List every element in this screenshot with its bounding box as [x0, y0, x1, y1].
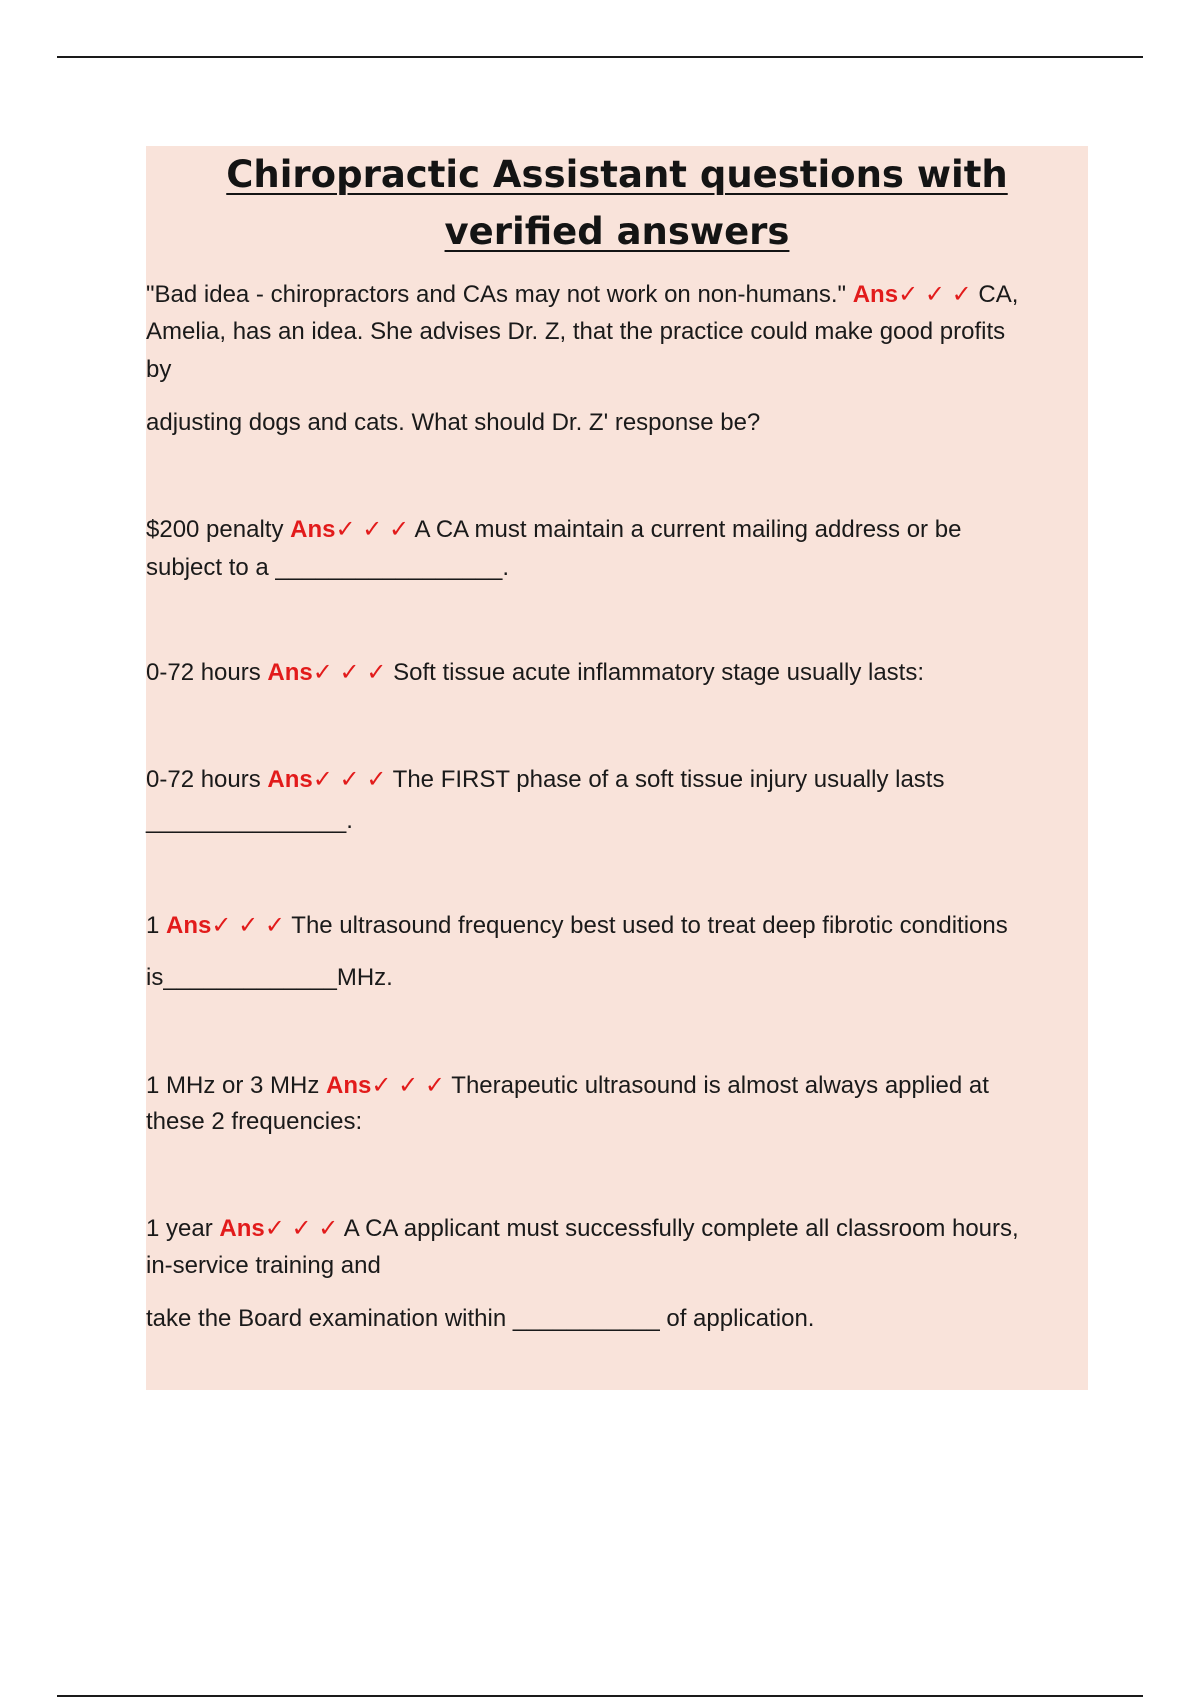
qa-item-1-line-3: by	[146, 356, 172, 383]
answer-text: 0-72 hours	[146, 766, 261, 793]
qa-item-7-line-2: in-service training and	[146, 1252, 381, 1279]
answer-text: "Bad idea - chiropractors and CAs may not work on non-humans."	[146, 281, 847, 308]
answer-text: 1	[146, 912, 160, 939]
qa-item-7-line-3: take the Board examination within ___________ of application.	[146, 1305, 815, 1332]
checkmark-icon: ✓ ✓ ✓	[335, 516, 410, 543]
qa-item-1-line-1	[146, 280, 1018, 310]
checkmark-icon: ✓ ✓ ✓	[312, 659, 387, 686]
qa-item-2-line-1	[146, 515, 961, 545]
ans-label: Ans	[852, 281, 899, 308]
answer-text: 1 year	[146, 1215, 213, 1242]
document-title: Chiropractic Assistant questions with verified answers	[226, 153, 1008, 253]
qa-item-5-line-1	[146, 911, 1008, 941]
question-text: Soft tissue acute inflammatory stage usually lasts:	[393, 659, 925, 686]
checkmark-icon: ✓ ✓ ✓	[898, 281, 972, 308]
qa-item-1-line-2: Amelia, has an idea. She advises Dr. Z, that the practice could make good profits	[146, 318, 1006, 345]
checkmark-icon: ✓ ✓ ✓	[312, 766, 387, 793]
qa-item-6-line-1	[146, 1071, 989, 1101]
question-text: Therapeutic ultrasound is almost always applied at	[451, 1072, 989, 1099]
ans-label: Ans	[219, 1215, 265, 1242]
ans-label: Ans	[290, 516, 336, 543]
footer-rule	[57, 1695, 1143, 1697]
checkmark-icon: ✓ ✓ ✓	[211, 912, 286, 939]
qa-item-3-line-1	[146, 658, 924, 688]
ans-label: Ans	[166, 912, 212, 939]
question-text: The FIRST phase of a soft tissue injury usually lasts	[392, 766, 945, 793]
question-text: A CA applicant must successfully complete all classroom hours,	[343, 1215, 1019, 1242]
qa-item-1-line-4: adjusting dogs and cats. What should Dr. Z' response be?	[146, 409, 761, 436]
qa-item-6-line-2: these 2 frequencies:	[146, 1108, 363, 1135]
question-text: CA,	[978, 281, 1019, 308]
qa-item-2-line-2: subject to a _________________.	[146, 554, 509, 581]
ans-label: Ans	[267, 766, 313, 793]
qa-item-4-line-2: _______________.	[146, 807, 353, 834]
checkmark-icon: ✓ ✓ ✓	[264, 1215, 339, 1242]
qa-item-7-line-1	[146, 1214, 1019, 1244]
question-text: A CA must maintain a current mailing address or be	[414, 516, 962, 543]
answer-text: $200 penalty	[146, 516, 284, 543]
answer-text: 0-72 hours	[146, 659, 261, 686]
ans-label: Ans	[267, 659, 313, 686]
ans-label: Ans	[326, 1072, 372, 1099]
checkmark-icon: ✓ ✓ ✓	[371, 1072, 446, 1099]
qa-item-4-line-1	[146, 765, 944, 795]
answer-text: 1 MHz or 3 MHz	[146, 1072, 320, 1099]
question-text: The ultrasound frequency best used to treat deep fibrotic conditions	[291, 912, 1008, 939]
qa-item-5-line-2: is_____________MHz.	[146, 964, 393, 991]
header-rule	[57, 56, 1143, 58]
